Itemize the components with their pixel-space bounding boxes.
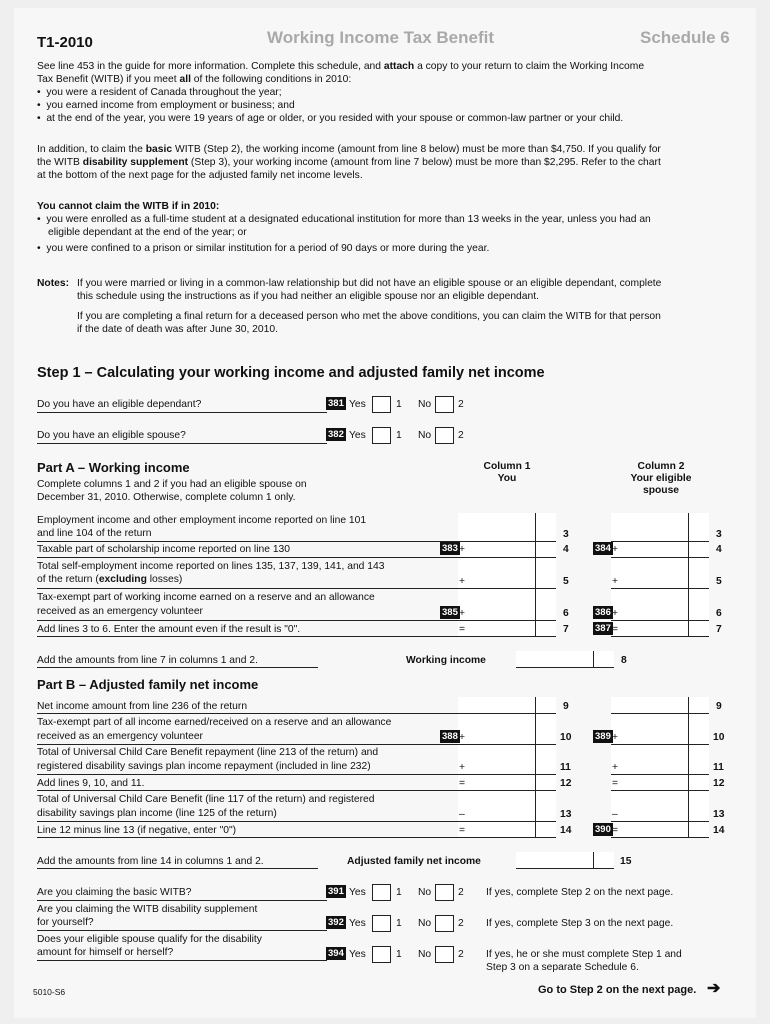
line-3-number: 3 bbox=[563, 529, 569, 540]
line-6-number: 6 bbox=[563, 608, 569, 619]
rule bbox=[611, 821, 709, 822]
cannot-bullet-2: • you were confined to a prison or similar institution for a period of 90 days or more during the year. bbox=[37, 243, 490, 254]
line-5-number: 5 bbox=[563, 576, 569, 587]
line-13-number-col2: 13 bbox=[713, 809, 725, 820]
minus-sign: – bbox=[612, 809, 618, 820]
line-5-label-1: Total self-employment income reported on lines 135, 137, 139, 141, and 143 bbox=[37, 561, 385, 572]
spouse-disability-instruction-2: Step 3 on a separate Schedule 6. bbox=[486, 962, 639, 973]
form-title: Working Income Tax Benefit bbox=[267, 28, 495, 47]
code-394: 394 bbox=[328, 948, 344, 959]
cannot-claim-title: You cannot claim the WITB if in 2010: bbox=[37, 201, 220, 212]
rule bbox=[611, 588, 709, 589]
code-387: 387 bbox=[595, 623, 611, 634]
no-value: 2 bbox=[458, 430, 464, 441]
line-12-number-col2: 12 bbox=[713, 778, 725, 789]
equals-sign: = bbox=[459, 778, 466, 789]
column-1-subtitle: You bbox=[497, 473, 517, 484]
line-5-label-2: of the return (excluding losses) bbox=[37, 574, 183, 585]
line-11-label-2: registered disability savings plan income repayment (included in line 232) bbox=[37, 761, 371, 772]
rule bbox=[37, 821, 556, 822]
plus-sign: + bbox=[612, 732, 619, 743]
rule bbox=[611, 744, 709, 745]
no-label: No bbox=[418, 887, 432, 898]
yes-value: 1 bbox=[396, 887, 402, 898]
rule bbox=[37, 774, 556, 775]
step1-title: Step 1 – Calculating your working income and adjusted family net income bbox=[37, 365, 545, 381]
no-label: No bbox=[418, 949, 432, 960]
dependant-no-checkbox[interactable] bbox=[435, 396, 454, 413]
line-8-label: Add the amounts from line 7 in columns 1 and 2. bbox=[37, 655, 258, 666]
cents-divider bbox=[688, 513, 689, 636]
line-3-label-1: Employment income and other employment income reported on line 101 bbox=[37, 515, 367, 526]
line-13-number: 13 bbox=[560, 809, 572, 820]
no-label: No bbox=[418, 918, 432, 929]
code-391: 391 bbox=[328, 886, 344, 897]
code-384: 384 bbox=[595, 543, 611, 554]
basic-witb-no-checkbox[interactable] bbox=[435, 884, 454, 901]
note-2-line-1: If you are completing a final return for a deceased person who met the above conditions, you can claim the WITB for that person bbox=[77, 311, 661, 322]
rule bbox=[37, 744, 556, 745]
rule bbox=[37, 790, 556, 791]
q-basic-witb: Are you claiming the basic WITB? bbox=[37, 887, 192, 898]
rule bbox=[611, 713, 709, 714]
rule bbox=[37, 557, 556, 558]
cents-divider bbox=[593, 852, 594, 868]
spouse-yes-checkbox[interactable] bbox=[372, 427, 391, 444]
line-9-number-col2: 9 bbox=[716, 701, 722, 712]
disability-yes-checkbox[interactable] bbox=[372, 915, 391, 932]
column-1-entry-area-b[interactable] bbox=[458, 697, 556, 837]
column-1-entry-area[interactable] bbox=[458, 513, 556, 636]
form-code: 5010-S6 bbox=[33, 987, 66, 997]
cents-divider bbox=[535, 513, 536, 636]
code-385: 385 bbox=[442, 607, 458, 618]
rule bbox=[611, 620, 709, 621]
rule bbox=[37, 960, 327, 961]
line-12-number: 12 bbox=[560, 778, 572, 789]
rule bbox=[37, 412, 327, 413]
plus-sign: + bbox=[459, 762, 466, 773]
code-390: 390 bbox=[595, 824, 611, 835]
note-2-line-2: if the date of death was after June 30, 2010. bbox=[77, 324, 278, 335]
rule bbox=[37, 900, 327, 901]
intro-line-2: Tax Benefit (WITB) if you meet all of the following conditions in 2010: bbox=[37, 74, 352, 85]
rule bbox=[611, 837, 709, 838]
rule bbox=[37, 868, 318, 869]
rule bbox=[37, 443, 327, 444]
note-1-line-1: If you were married or living in a common-law relationship but did not have an eligible spouse or an eligible dependant, complete bbox=[77, 278, 662, 289]
rule bbox=[37, 620, 556, 621]
working-income-label: Working income bbox=[406, 655, 486, 666]
basic-witb-instruction: If yes, complete Step 2 on the next page. bbox=[486, 887, 674, 898]
plus-sign: + bbox=[459, 576, 466, 587]
equals-sign: = bbox=[612, 624, 619, 635]
column-2-title: Column 2 bbox=[637, 461, 685, 472]
no-label: No bbox=[418, 399, 432, 410]
form-id: T1-2010 bbox=[37, 34, 93, 51]
part-b-title: Part B – Adjusted family net income bbox=[37, 677, 259, 692]
plus-sign: + bbox=[612, 576, 619, 587]
spouse-no-checkbox[interactable] bbox=[435, 427, 454, 444]
code-388: 388 bbox=[442, 731, 458, 742]
column-2-subtitle: Your eligible bbox=[630, 473, 692, 484]
intro-bullet-2: • you earned income from employment or business; and bbox=[37, 100, 295, 111]
plus-sign: + bbox=[459, 608, 466, 619]
next-page-instruction: Go to Step 2 on the next page. bbox=[538, 984, 697, 996]
arrow-right-icon: ➔ bbox=[707, 980, 721, 997]
line-10-number-col2: 10 bbox=[713, 732, 725, 743]
rule bbox=[611, 636, 709, 637]
adjusted-family-net-income-label: Adjusted family net income bbox=[347, 856, 481, 867]
line-6-label-2: received as an emergency volunteer bbox=[37, 606, 203, 617]
line-15-label: Add the amounts from line 14 in columns 1 and 2. bbox=[37, 856, 264, 867]
line-9-number: 9 bbox=[563, 701, 569, 712]
working-income-field[interactable] bbox=[516, 651, 614, 667]
rule bbox=[516, 667, 614, 668]
plus-sign: + bbox=[459, 732, 466, 743]
q-spouse-disability-2: amount for himself or herself? bbox=[37, 947, 174, 958]
intro-bullet-1: • you were a resident of Canada throughout the year; bbox=[37, 87, 282, 98]
no-value: 2 bbox=[458, 887, 464, 898]
column-2-entry-area-b[interactable] bbox=[611, 697, 709, 837]
intro-p2-line-1: In addition, to claim the basic WITB (Step 2), the working income (amount from line 8 below) must be more than $4,750. If you qualify for bbox=[37, 144, 661, 155]
intro-line-1: See line 453 in the guide for more information. Complete this schedule, and attach a copy to your return to claim the Working Income bbox=[37, 61, 645, 72]
cannot-bullet-1-cont: eligible dependant at the end of the year; or bbox=[48, 227, 247, 238]
plus-sign: + bbox=[612, 544, 619, 555]
note-1-line-2: this schedule using the instructions as if you had neither an eligible spouse nor an eligible dependant. bbox=[77, 291, 539, 302]
line-10-label-1: Tax-exempt part of all income earned/received on a reserve and an allowance bbox=[37, 717, 392, 728]
part-a-desc-2: December 31, 2010. Otherwise, complete column 1 only. bbox=[37, 492, 296, 503]
column-1-title: Column 1 bbox=[483, 461, 531, 472]
part-a-desc-1: Complete columns 1 and 2 if you had an eligible spouse on bbox=[37, 479, 307, 490]
spouse-disability-no-checkbox[interactable] bbox=[435, 946, 454, 963]
line-11-label-1: Total of Universal Child Care Benefit repayment (line 213 of the return) and bbox=[37, 747, 379, 758]
rule bbox=[37, 667, 318, 668]
line-3-number-col2: 3 bbox=[716, 529, 722, 540]
basic-witb-yes-checkbox[interactable] bbox=[372, 884, 391, 901]
cents-divider bbox=[688, 697, 689, 837]
cannot-bullet-1: • you were enrolled as a full-time student at a designated educational institution for more than 13 weeks in the year, unless you had an bbox=[37, 214, 651, 225]
yes-label: Yes bbox=[349, 918, 366, 929]
line-4-number: 4 bbox=[563, 544, 569, 555]
cents-divider bbox=[535, 697, 536, 837]
line-14-number: 14 bbox=[560, 825, 572, 836]
adjusted-family-net-income-field[interactable] bbox=[516, 852, 614, 868]
yes-value: 1 bbox=[396, 949, 402, 960]
line-14-number-col2: 14 bbox=[713, 825, 725, 836]
schedule-label: Schedule 6 bbox=[640, 28, 730, 47]
rule bbox=[37, 588, 556, 589]
equals-sign: = bbox=[612, 825, 619, 836]
rule bbox=[611, 557, 709, 558]
line-15-number: 15 bbox=[620, 856, 632, 867]
rule bbox=[516, 868, 614, 869]
equals-sign: = bbox=[459, 624, 466, 635]
intro-bullet-3: • at the end of the year, you were 19 years of age or older, or you resided with your spouse or common-law partner or your child. bbox=[37, 113, 624, 124]
rule bbox=[611, 774, 709, 775]
rule bbox=[37, 541, 556, 542]
plus-sign: + bbox=[612, 608, 619, 619]
q-disability-supplement-1: Are you claiming the WITB disability supplement bbox=[37, 904, 258, 915]
yes-value: 1 bbox=[396, 399, 402, 410]
cents-divider bbox=[593, 651, 594, 667]
line-6-label-1: Tax-exempt part of working income earned on a reserve and an allowance bbox=[37, 592, 375, 603]
line-4-number-col2: 4 bbox=[716, 544, 722, 555]
no-value: 2 bbox=[458, 399, 464, 410]
line-10-number: 10 bbox=[560, 732, 572, 743]
line-11-number-col2: 11 bbox=[713, 762, 724, 773]
equals-sign: = bbox=[459, 825, 466, 836]
line-13-label-2: disability savings plan income (line 125 of the return) bbox=[37, 808, 277, 819]
column-2-entry-area[interactable] bbox=[611, 513, 709, 636]
rule bbox=[37, 713, 556, 714]
code-382: 382 bbox=[328, 429, 344, 440]
q-eligible-dependant: Do you have an eligible dependant? bbox=[37, 399, 202, 410]
plus-sign: + bbox=[612, 762, 619, 773]
column-2-subtitle-2: spouse bbox=[642, 485, 680, 496]
yes-value: 1 bbox=[396, 918, 402, 929]
minus-sign: – bbox=[459, 809, 465, 820]
line-4-label: Taxable part of scholarship income reported on line 130 bbox=[37, 544, 290, 555]
yes-label: Yes bbox=[349, 949, 366, 960]
yes-label: Yes bbox=[349, 399, 366, 410]
yes-label: Yes bbox=[349, 430, 366, 441]
code-381: 381 bbox=[328, 398, 344, 409]
rule bbox=[611, 541, 709, 542]
line-10-label-2: received as an emergency volunteer bbox=[37, 731, 203, 742]
notes-label: Notes: bbox=[37, 278, 70, 289]
disability-no-checkbox[interactable] bbox=[435, 915, 454, 932]
intro-p2-line-3: at the bottom of the next page for the adjusted family net income levels. bbox=[37, 170, 363, 181]
code-392: 392 bbox=[328, 917, 344, 928]
no-value: 2 bbox=[458, 949, 464, 960]
line-8-number: 8 bbox=[621, 655, 627, 666]
q-eligible-spouse: Do you have an eligible spouse? bbox=[37, 430, 186, 441]
disability-instruction: If yes, complete Step 3 on the next page. bbox=[486, 918, 674, 929]
code-386: 386 bbox=[595, 607, 611, 618]
rule bbox=[611, 790, 709, 791]
rule bbox=[37, 636, 556, 637]
no-label: No bbox=[418, 430, 432, 441]
line-7-number: 7 bbox=[563, 624, 569, 635]
intro-p2-line-2: the WITB disability supplement (Step 3), your working income (amount from line 7 below) must be more than $2,295. Refer to the chart bbox=[37, 157, 661, 168]
line-3-label-2: and line 104 of the return bbox=[37, 528, 152, 539]
line-7-label: Add lines 3 to 6. Enter the amount even if the result is "0". bbox=[37, 624, 301, 635]
code-383: 383 bbox=[442, 543, 458, 554]
line-14-label: Line 12 minus line 13 (if negative, enter "0") bbox=[37, 825, 237, 836]
line-9-label: Net income amount from line 236 of the return bbox=[37, 701, 248, 712]
plus-sign: + bbox=[459, 544, 466, 555]
code-389: 389 bbox=[595, 731, 611, 742]
line-12-label: Add lines 9, 10, and 11. bbox=[37, 778, 145, 789]
line-13-label-1: Total of Universal Child Care Benefit (line 117 of the return) and registered bbox=[37, 794, 375, 805]
spouse-disability-instruction-1: If yes, he or she must complete Step 1 and bbox=[486, 949, 682, 960]
yes-label: Yes bbox=[349, 887, 366, 898]
rule bbox=[37, 837, 556, 838]
q-disability-supplement-2: for yourself? bbox=[37, 917, 94, 928]
q-spouse-disability-1: Does your eligible spouse qualify for the disability bbox=[37, 934, 262, 945]
no-value: 2 bbox=[458, 918, 464, 929]
line-11-number: 11 bbox=[560, 762, 571, 773]
spouse-disability-yes-checkbox[interactable] bbox=[372, 946, 391, 963]
line-6-number-col2: 6 bbox=[716, 608, 722, 619]
equals-sign: = bbox=[612, 778, 619, 789]
line-7-number-col2: 7 bbox=[716, 624, 722, 635]
dependant-yes-checkbox[interactable] bbox=[372, 396, 391, 413]
part-a-title: Part A – Working income bbox=[37, 460, 190, 475]
line-5-number-col2: 5 bbox=[716, 576, 722, 587]
rule bbox=[37, 930, 327, 931]
yes-value: 1 bbox=[396, 430, 402, 441]
